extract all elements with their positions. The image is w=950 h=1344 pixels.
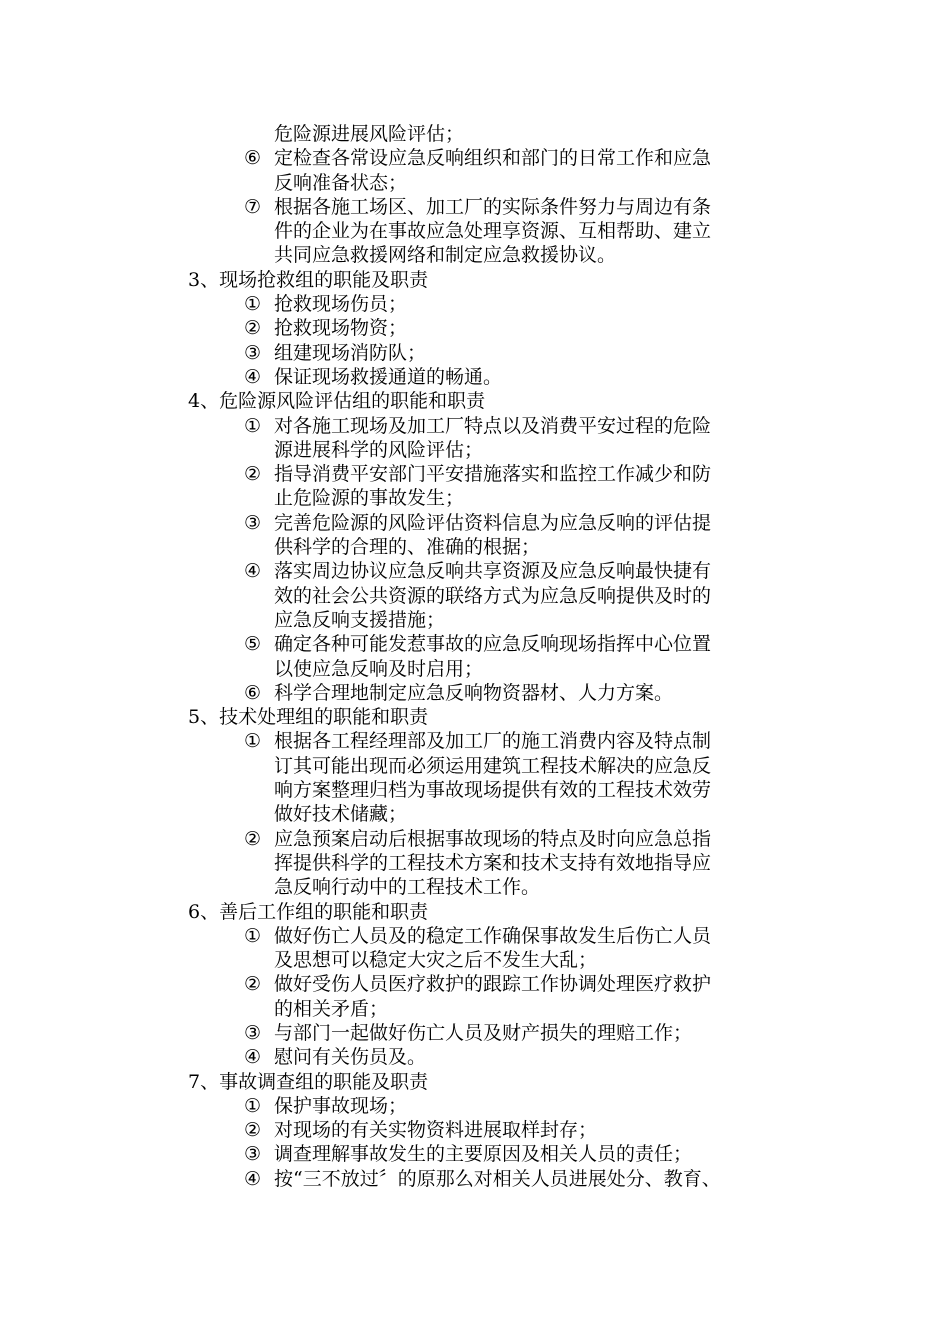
item-text: 根据各施工场区、加工厂的实际条件努力与周边有条 (274, 195, 712, 218)
continuation-text: 源进展科学的风险评估； (274, 438, 484, 461)
item-text: 对各施工现场及加工厂特点以及消费平安过程的危险 (274, 414, 712, 437)
heading-text: 5、技术处理组的职能和职责 (188, 706, 429, 729)
list-item (0, 924, 950, 948)
list-item-continuation (0, 875, 950, 899)
list-item-continuation (0, 608, 950, 632)
item-text: 与部门一起做好伤亡人员及财产损失的理赔工作； (274, 1021, 693, 1044)
list-item-continuation (0, 438, 950, 462)
list-item (0, 827, 950, 851)
continuation-text: 件的企业为在事故应急处理享资源、互相帮助、建立 (274, 220, 712, 243)
item-number: ① (244, 414, 262, 437)
list-item-continuation (0, 122, 950, 146)
item-text: 落实周边协议应急反响共享资源及应急反响最快捷有 (274, 560, 712, 583)
continuation-text: 反响准备状态； (274, 171, 408, 194)
continuation-text: 响方案整理归档为事故现场提供有效的工程技术效劳 (274, 779, 712, 802)
heading-text: 6、善后工作组的职能和职责 (188, 900, 429, 923)
list-item-continuation (0, 754, 950, 778)
item-text: 组建现场消防队； (274, 341, 427, 364)
item-text: 做好伤亡人员及的稳定工作确保事故发生后伤亡人员 (274, 924, 712, 947)
item-text: 慰问有关伤员及。 (274, 1046, 427, 1069)
section-heading (0, 268, 950, 292)
list-item (0, 365, 950, 389)
item-number: ① (244, 924, 262, 947)
item-text: 对现场的有关实物资料进展取样封存； (274, 1119, 598, 1142)
item-number: ② (244, 827, 262, 850)
item-number: ⑤ (244, 633, 262, 656)
item-number: ④ (244, 1167, 262, 1190)
continuation-text: 及思想可以稳定大灾之后不发生大乱； (274, 949, 598, 972)
item-number: ③ (244, 1143, 262, 1166)
list-item-continuation (0, 243, 950, 267)
item-number: ③ (244, 511, 262, 534)
item-number: ④ (244, 1046, 262, 1069)
section-heading (0, 705, 950, 729)
item-text: 科学合理地制定应急反响物资器材、人力方案。 (274, 681, 674, 704)
list-item-continuation (0, 657, 950, 681)
list-item-continuation (0, 997, 950, 1021)
list-item (0, 462, 950, 486)
item-text: 完善危险源的风险评估资料信息为应急反响的评估提 (274, 511, 712, 534)
continuation-text: 做好技术储藏； (274, 803, 408, 826)
list-item (0, 146, 950, 170)
list-item-continuation (0, 535, 950, 559)
item-text: 应急预案启动后根据事故现场的特点及时向应急总指 (274, 827, 712, 850)
item-number: ① (244, 730, 262, 753)
continuation-text: 止危险源的事故发生； (274, 487, 465, 510)
item-number: ① (244, 293, 262, 316)
item-number: ⑥ (244, 147, 262, 170)
list-item-continuation (0, 948, 950, 972)
list-item (0, 316, 950, 340)
list-item-continuation (0, 584, 950, 608)
section-heading (0, 389, 950, 413)
list-item (0, 972, 950, 996)
list-item-continuation (0, 778, 950, 802)
item-number: ① (244, 1094, 262, 1117)
item-number: ④ (244, 560, 262, 583)
item-text: 定检查各常设应急反响组织和部门的日常工作和应急 (274, 147, 712, 170)
list-item (0, 414, 950, 438)
item-text: 保证现场救援通道的畅通。 (274, 365, 503, 388)
document-page (0, 122, 950, 1191)
section-heading (0, 1070, 950, 1094)
item-number: ⑦ (244, 195, 262, 218)
item-text: 调查理解事故发生的主要原因及相关人员的责任； (274, 1143, 693, 1166)
item-number: ② (244, 317, 262, 340)
item-text: 指导消费平安部门平安措施落实和监控工作减少和防 (274, 463, 712, 486)
list-item (0, 632, 950, 656)
heading-text: 7、事故调查组的职能及职责 (188, 1070, 429, 1093)
list-item (0, 292, 950, 316)
heading-text: 4、危险源风险评估组的职能和职责 (188, 390, 486, 413)
item-text: 按“三不放过〞的原那么对相关人员进展处分、教育、 (274, 1167, 721, 1190)
list-item-continuation (0, 171, 950, 195)
item-text: 抢救现场伤员； (274, 293, 408, 316)
continuation-text: 以使应急反响及时启用； (274, 657, 484, 680)
continuation-text: 危险源进展风险评估； (274, 123, 465, 145)
item-text: 做好受伤人员医疗救护的跟踪工作协调处理医疗救护 (274, 973, 712, 996)
item-number: ③ (244, 341, 262, 364)
list-item (0, 1142, 950, 1166)
list-item (0, 1167, 950, 1191)
list-item-continuation (0, 802, 950, 826)
item-number: ② (244, 1119, 262, 1142)
item-text: 确定各种可能发惹事故的应急反响现场指挥中心位置 (274, 633, 712, 656)
continuation-text: 急反响行动中的工程技术工作。 (274, 876, 541, 899)
list-item-continuation (0, 219, 950, 243)
heading-text: 3、现场抢救组的职能及职责 (188, 268, 429, 291)
continuation-text: 挥提供科学的工程技术方案和技术支持有效地指导应 (274, 851, 712, 874)
continuation-text: 应急反响支援措施； (274, 608, 446, 631)
list-item (0, 1021, 950, 1045)
continuation-text: 的相关矛盾； (274, 997, 389, 1020)
list-item (0, 1118, 950, 1142)
continuation-text: 共同应急救援网络和制定应急救援协议。 (274, 244, 617, 267)
item-number: ④ (244, 365, 262, 388)
item-text: 根据各工程经理部及加工厂的施工消费内容及特点制 (274, 730, 712, 753)
item-number: ⑥ (244, 681, 262, 704)
list-item (0, 559, 950, 583)
list-item-continuation (0, 486, 950, 510)
item-number: ③ (244, 1021, 262, 1044)
list-item (0, 1045, 950, 1069)
continuation-text: 供科学的合理的、准确的根据； (274, 536, 541, 559)
item-text: 保护事故现场； (274, 1094, 408, 1117)
list-item (0, 511, 950, 535)
continuation-text: 效的社会公共资源的联络方式为应急反响提供及时的 (274, 584, 712, 607)
list-item (0, 1094, 950, 1118)
item-number: ② (244, 463, 262, 486)
list-item (0, 729, 950, 753)
item-number: ② (244, 973, 262, 996)
item-text: 抢救现场物资； (274, 317, 408, 340)
list-item-continuation (0, 851, 950, 875)
list-item (0, 681, 950, 705)
list-item (0, 341, 950, 365)
continuation-text: 订其可能出现而必须运用建筑工程技术解决的应急反 (274, 754, 712, 777)
section-heading (0, 900, 950, 924)
list-item (0, 195, 950, 219)
